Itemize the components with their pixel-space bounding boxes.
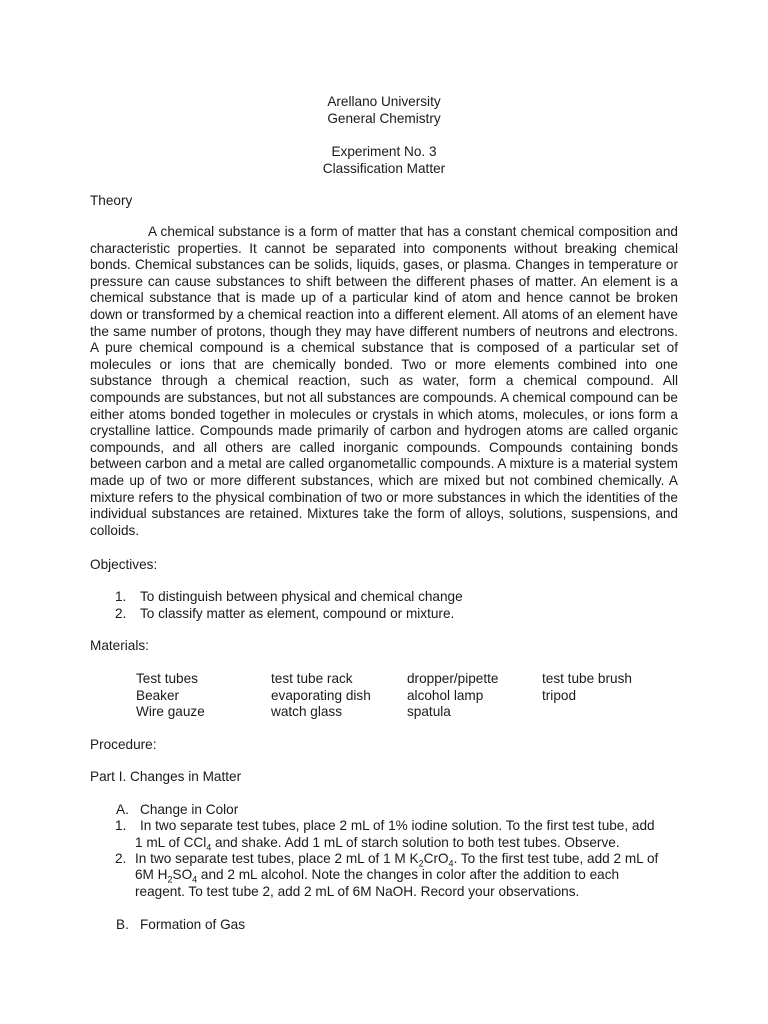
procedure-heading: Procedure: bbox=[90, 737, 157, 752]
materials-heading: Materials: bbox=[90, 638, 149, 653]
objective-number: 2. bbox=[115, 606, 127, 621]
step-text-part: . To the first test tube, add 2 mL of bbox=[453, 851, 659, 866]
material-item: test tube brush bbox=[542, 671, 632, 686]
experiment-title: Classification Matter bbox=[322, 161, 446, 176]
objective-text: To classify matter as element, compound or mixture. bbox=[140, 606, 455, 621]
material-item: dropper/pipette bbox=[407, 671, 499, 686]
subscript: 4 bbox=[206, 842, 212, 853]
objective-text: To distinguish between physical and chemical change bbox=[140, 589, 463, 604]
material-item: watch glass bbox=[271, 704, 343, 719]
step-text-part: In two separate test tubes, place 2 mL of 1 M K bbox=[135, 851, 419, 866]
step-text-part: and 2 mL alcohol. Note the changes in color after the addition to each bbox=[197, 867, 620, 882]
university-name: Arellano University bbox=[327, 94, 441, 109]
objective-number: 1. bbox=[115, 589, 127, 604]
material-item: spatula bbox=[407, 704, 451, 719]
step-text-part: 6M H bbox=[135, 867, 168, 882]
material-item: test tube rack bbox=[271, 671, 353, 686]
material-item: Beaker bbox=[136, 688, 180, 703]
section-b-letter: B. bbox=[116, 917, 129, 932]
course-name: General Chemistry bbox=[327, 111, 441, 126]
step-text: In two separate test tubes, place 2 mL of 1% iodine solution. To the first test tube, add bbox=[140, 818, 655, 833]
section-a-title: Change in Color bbox=[140, 802, 239, 817]
theory-paragraph: A chemical substance is a form of matter that has a constant chemical composition and characteristic properties. It cannot be separated into components without breaking chemical bonds. Chemical substances can be solids, liquids, gases, or plasma. Changes in temperature or pressure can cause substances to shift between the different phases of matter. An element is a chemical substance that is made up of a particular kind of atom and hence cannot be broken down or transformed by a chemical reaction into a different element. All atoms of an element have the same number of protons, though they may have different numbers of neutrons and electrons. A pure chemical compound is a chemical substance that is composed of a particular set of molecules or ions that are chemically bonded. Two or more elements combined into one substance through a chemical reaction, such as water, form a chemical compound. All compounds are substances, but not all substances are compounds. A chemical compound can be either atoms bonded together in molecules or crystals in which atoms, molecules, or ions form a crystalline lattice. Compounds made primarily of carbon and hydrogen atoms are called organic compounds, and all others are called inorganic compounds. Compounds containing bonds between carbon and a metal are called organometallic compounds. A mixture is a material system made up of two or more different substances, which are mixed but not combined chemically. A mixture refers to the physical combination of two or more substances in which the identities of the individual substances are retained. Mixtures take the form of alloys, solutions, suspensions, and colloids. bbox=[90, 224, 678, 538]
experiment-number: Experiment No. 3 bbox=[331, 144, 437, 159]
subscript: 2 bbox=[418, 858, 424, 869]
section-b-title: Formation of Gas bbox=[140, 917, 246, 932]
subscript: 4 bbox=[448, 858, 454, 869]
subscript: 2 bbox=[167, 874, 173, 885]
step-text-part: and shake. Add 1 mL of starch solution to both test tubes. Observe. bbox=[211, 835, 620, 850]
material-item: Wire gauze bbox=[136, 704, 205, 719]
material-item: alcohol lamp bbox=[407, 688, 484, 703]
step-number: 1. bbox=[115, 818, 127, 833]
step-text-part: SO bbox=[172, 867, 193, 882]
part-one-heading: Part I. Changes in Matter bbox=[90, 769, 242, 784]
theory-heading: Theory bbox=[90, 193, 133, 208]
step-text-part: 1 mL of CCl bbox=[135, 835, 207, 850]
subscript: 4 bbox=[192, 874, 198, 885]
step-text-part: CrO bbox=[423, 851, 449, 866]
section-a-letter: A. bbox=[116, 802, 129, 817]
step-text: reagent. To test tube 2, add 2 mL of 6M NaOH. Record your observations. bbox=[135, 884, 580, 899]
material-item: Test tubes bbox=[136, 671, 198, 686]
material-item: tripod bbox=[542, 688, 577, 703]
material-item: evaporating dish bbox=[271, 688, 371, 703]
step-number: 2. bbox=[115, 851, 127, 866]
objectives-heading: Objectives: bbox=[90, 557, 158, 572]
